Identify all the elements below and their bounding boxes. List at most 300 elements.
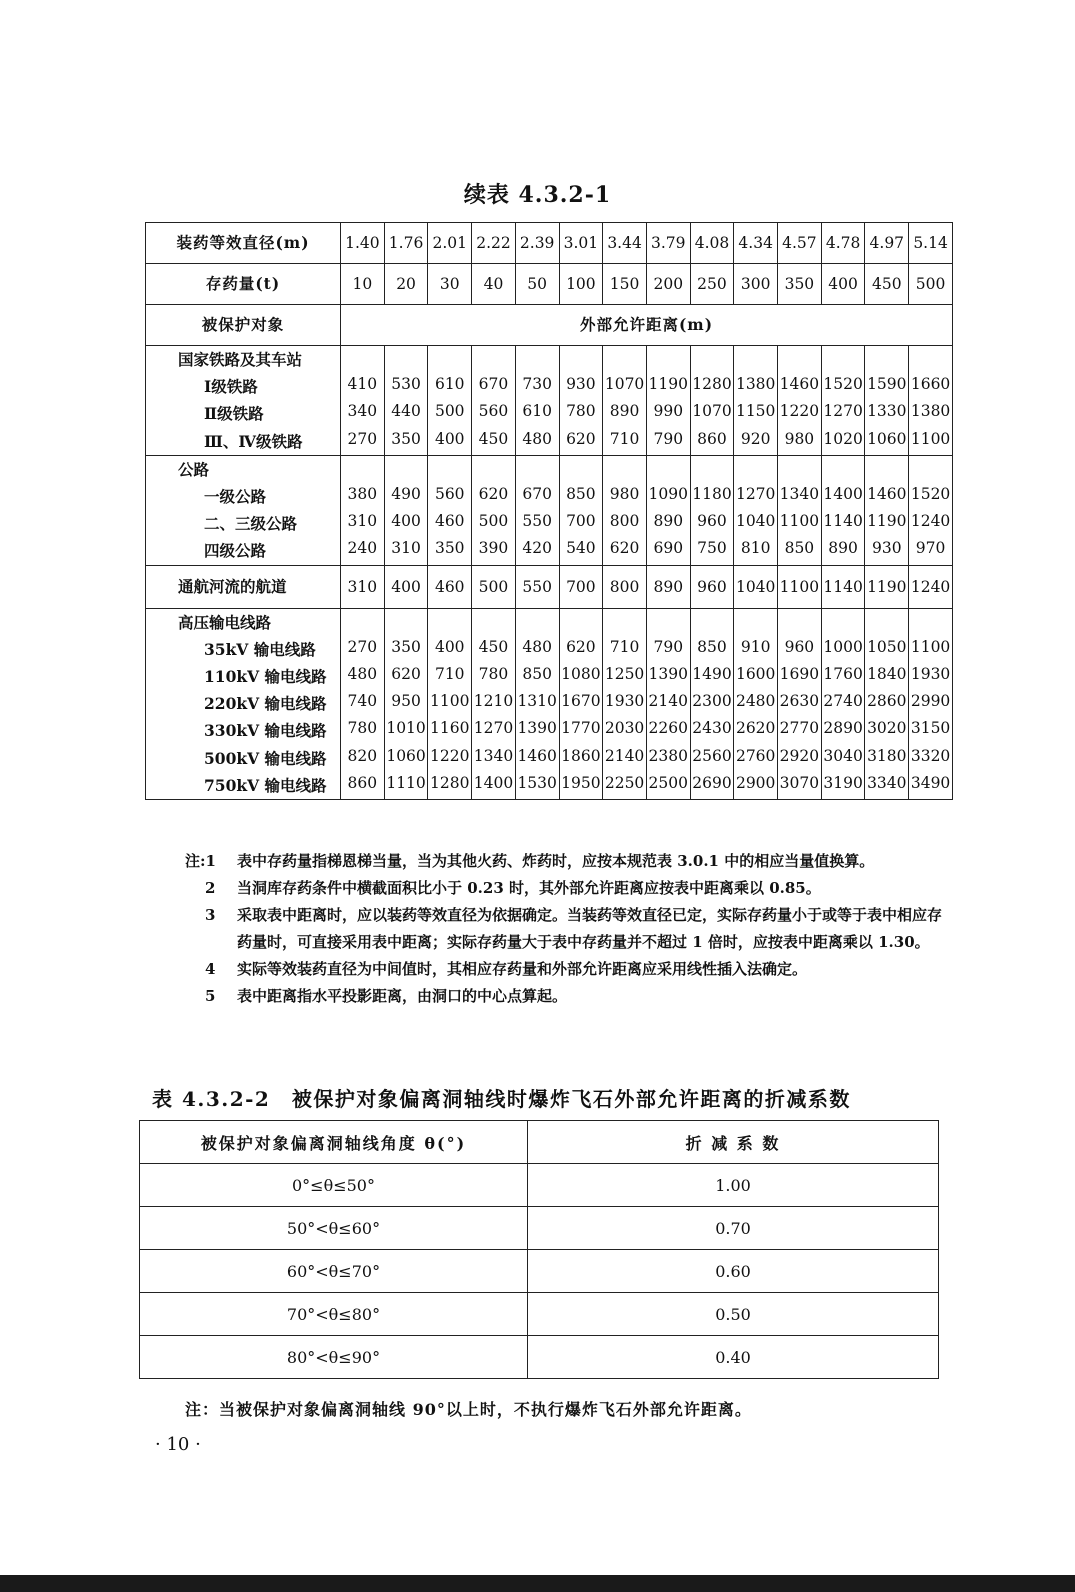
diameter-cell: 3.44 — [603, 223, 647, 264]
value-cell: 1180 — [692, 485, 732, 504]
value-cell: 400 — [391, 512, 421, 531]
group-row — [146, 565, 953, 608]
note-number: 5 — [205, 987, 216, 1005]
row-label: 四级公路 — [204, 541, 267, 561]
value-cell: 440 — [391, 402, 421, 421]
object-row — [146, 305, 953, 346]
value-cell: 1010 — [386, 719, 426, 738]
charge-cell: 450 — [865, 264, 909, 305]
value-cell: 1190 — [648, 375, 688, 394]
value-column — [384, 608, 428, 799]
value-cell: 980 — [784, 429, 815, 448]
table-row — [140, 1164, 939, 1207]
value-cell: 270 — [347, 429, 378, 448]
value-cell: 1220 — [779, 402, 820, 421]
distance-table — [145, 222, 953, 800]
value-cell: 1070 — [604, 375, 645, 394]
charge-cell: 20 — [384, 264, 428, 305]
value-column — [646, 346, 690, 456]
value-cell: 1390 — [517, 719, 557, 738]
group-label-cell — [146, 608, 341, 799]
value-cell: 1930 — [604, 692, 645, 711]
value-cell: 890 — [828, 539, 858, 558]
value-cell: 400 — [391, 577, 421, 596]
value-cell: 3070 — [779, 773, 820, 792]
value-cell: 1930 — [910, 665, 951, 684]
value-column — [603, 455, 647, 565]
angle-cell: 60°<θ≤70° — [140, 1250, 528, 1293]
value-cell: 1070 — [692, 402, 732, 421]
note-text: 表中距离指水平投影距离，由洞口的中心点算起。 — [237, 987, 568, 1005]
value-cell: 960 — [697, 577, 727, 596]
value-cell: 1050 — [867, 637, 907, 656]
factor-cell: 0.70 — [528, 1207, 939, 1250]
value-column — [646, 565, 690, 608]
charge-cell: 300 — [734, 264, 778, 305]
value-column — [428, 455, 472, 565]
charge-cell: 400 — [821, 264, 865, 305]
note-item — [185, 956, 955, 983]
value-column — [778, 346, 822, 456]
row-label: Ⅲ、Ⅳ级铁路 — [204, 431, 303, 451]
value-cell: 1100 — [910, 637, 951, 656]
value-cell: 2300 — [692, 692, 732, 711]
diameter-cell: 4.97 — [865, 223, 909, 264]
value-column — [428, 346, 472, 456]
value-column — [341, 346, 385, 456]
charge-cell: 350 — [778, 264, 822, 305]
value-cell: 1530 — [517, 773, 557, 792]
value-cell: 450 — [478, 637, 509, 656]
value-column — [559, 608, 603, 799]
value-cell: 1270 — [473, 719, 514, 738]
value-cell: 500 — [478, 577, 509, 596]
factor-cell: 0.50 — [528, 1293, 939, 1336]
row-label: 35kV 输电线路 — [204, 639, 316, 659]
value-column — [384, 565, 428, 608]
value-cell: 1380 — [735, 375, 776, 394]
value-cell: 620 — [566, 637, 596, 656]
value-cell: 390 — [478, 539, 509, 558]
value-cell: 730 — [522, 375, 552, 394]
group-label-cell — [146, 455, 341, 565]
value-cell: 530 — [391, 375, 421, 394]
value-cell: 1600 — [735, 665, 776, 684]
value-cell: 1950 — [561, 773, 601, 792]
value-cell: 1390 — [648, 665, 688, 684]
value-cell: 2770 — [779, 719, 820, 738]
note-text: 表中存药量指梯恩梯当量，当为其他火药、炸药时，应按本规范表 3.0.1 中的相应当量值换算。 — [237, 852, 875, 870]
value-column — [559, 346, 603, 456]
value-cell: 3150 — [910, 719, 951, 738]
charge-cell: 200 — [646, 264, 690, 305]
value-cell: 860 — [697, 429, 727, 448]
value-cell: 350 — [391, 637, 421, 656]
value-column — [341, 565, 385, 608]
value-cell: 450 — [478, 429, 509, 448]
value-cell: 310 — [347, 577, 378, 596]
row-label: 330kV 输电线路 — [204, 721, 327, 741]
value-cell: 3340 — [867, 773, 907, 792]
charge-label: 存药量(t) — [146, 264, 341, 305]
value-cell: 2140 — [648, 692, 688, 711]
value-cell: 480 — [347, 665, 378, 684]
value-cell: 550 — [522, 512, 552, 531]
value-column — [690, 608, 734, 799]
value-cell: 1520 — [823, 375, 863, 394]
value-cell: 2030 — [604, 719, 645, 738]
value-cell: 1460 — [779, 375, 820, 394]
value-cell: 3190 — [823, 773, 863, 792]
value-column — [778, 565, 822, 608]
note-number: 2 — [205, 879, 216, 897]
value-cell: 1400 — [473, 773, 514, 792]
value-cell: 1100 — [779, 512, 820, 531]
value-cell: 3320 — [910, 746, 951, 765]
value-cell: 890 — [653, 577, 684, 596]
table2-title: 表 4.3.2-2 被保护对象偏离洞轴线时爆炸飞石外部允许距离的折减系数 — [152, 1087, 851, 1111]
value-cell: 850 — [522, 665, 552, 684]
charge-cell: 30 — [428, 264, 472, 305]
value-column — [690, 455, 734, 565]
note-item — [185, 902, 955, 956]
value-cell: 1280 — [692, 375, 732, 394]
diameter-cell: 4.34 — [734, 223, 778, 264]
value-cell: 1770 — [561, 719, 601, 738]
value-cell: 850 — [784, 539, 815, 558]
value-cell: 500 — [434, 402, 465, 421]
note-number: 4 — [205, 960, 216, 978]
row-label: Ⅱ级铁路 — [204, 404, 264, 424]
value-cell: 620 — [478, 485, 509, 504]
note-number: 3 — [205, 906, 216, 924]
note-text: 实际等效装药直径为中间值时，其相应存药量和外部允许距离应采用线性插入法确定。 — [237, 960, 808, 978]
value-cell: 1310 — [517, 692, 557, 711]
charge-cell: 100 — [559, 264, 603, 305]
value-cell: 1240 — [910, 577, 951, 596]
value-column — [821, 608, 865, 799]
value-column — [909, 455, 953, 565]
value-column — [909, 608, 953, 799]
value-cell: 1270 — [823, 402, 863, 421]
value-cell: 710 — [609, 637, 640, 656]
value-cell: 1100 — [430, 692, 470, 711]
value-cell: 980 — [609, 485, 640, 504]
value-column — [865, 565, 909, 608]
value-cell: 920 — [740, 429, 771, 448]
group-name: 公路 — [178, 459, 210, 479]
group-label-cell — [146, 565, 341, 608]
value-cell: 780 — [347, 719, 378, 738]
value-cell: 270 — [347, 637, 378, 656]
diameter-cell: 4.78 — [821, 223, 865, 264]
value-cell: 560 — [478, 402, 509, 421]
value-cell: 850 — [566, 485, 596, 504]
value-cell: 1040 — [735, 512, 776, 531]
value-cell: 670 — [478, 375, 509, 394]
note-number: 注:1 — [185, 852, 216, 870]
table-row — [140, 1336, 939, 1379]
value-cell: 1690 — [779, 665, 820, 684]
diameter-cell: 1.40 — [341, 223, 385, 264]
value-cell: 1330 — [867, 402, 907, 421]
value-cell: 3180 — [867, 746, 907, 765]
row-label: 一级公路 — [204, 487, 267, 507]
diameter-cell: 3.01 — [559, 223, 603, 264]
value-cell: 710 — [609, 429, 640, 448]
value-cell: 780 — [478, 665, 509, 684]
value-column — [384, 455, 428, 565]
value-cell: 740 — [347, 692, 378, 711]
value-cell: 1090 — [648, 485, 688, 504]
value-cell: 1380 — [910, 402, 951, 421]
value-cell: 500 — [478, 512, 509, 531]
value-column — [428, 565, 472, 608]
value-cell: 2500 — [648, 773, 688, 792]
value-cell: 350 — [434, 539, 465, 558]
value-column — [559, 565, 603, 608]
value-cell: 750 — [697, 539, 727, 558]
value-cell: 2250 — [604, 773, 645, 792]
value-cell: 960 — [784, 637, 815, 656]
angle-cell: 0°≤θ≤50° — [140, 1164, 528, 1207]
value-cell: 3490 — [910, 773, 951, 792]
value-cell: 1760 — [823, 665, 863, 684]
value-cell: 2480 — [735, 692, 776, 711]
angle-header: 被保护对象偏离洞轴线角度 θ(°) — [140, 1121, 528, 1164]
value-cell: 1060 — [386, 746, 426, 765]
group-name: 通航河流的航道 — [178, 577, 287, 597]
value-cell: 460 — [434, 512, 465, 531]
row-label: 750kV 输电线路 — [204, 775, 327, 795]
value-cell: 2760 — [735, 746, 776, 765]
value-column — [821, 565, 865, 608]
reduction-factor-table — [139, 1120, 939, 1379]
factor-cell: 0.60 — [528, 1250, 939, 1293]
value-column — [778, 608, 822, 799]
table-row — [140, 1207, 939, 1250]
page-number: · 10 · — [155, 1434, 201, 1455]
diameter-cell: 4.08 — [690, 223, 734, 264]
value-cell: 850 — [697, 637, 727, 656]
value-cell: 380 — [347, 485, 378, 504]
note-text: 采取表中距离时，应以装药等效直径为依据确定。当装药等效直径已定，实际存药量小于或等于表中相应存药量时，可直接采用表中距离；实际存药量大于表中存药量并不超过 1 倍时，应按表中距离乘以 1.30。 — [237, 906, 943, 951]
value-column — [472, 455, 516, 565]
value-cell: 2740 — [823, 692, 863, 711]
value-column — [515, 565, 559, 608]
value-column — [821, 346, 865, 456]
value-column — [690, 346, 734, 456]
value-column — [384, 346, 428, 456]
angle-cell: 50°<θ≤60° — [140, 1207, 528, 1250]
value-cell: 310 — [347, 512, 378, 531]
value-cell: 700 — [566, 577, 596, 596]
value-column — [909, 346, 953, 456]
value-cell: 790 — [653, 429, 684, 448]
value-cell: 310 — [391, 539, 421, 558]
value-cell: 3020 — [867, 719, 907, 738]
value-cell: 1400 — [823, 485, 863, 504]
table-row — [140, 1293, 939, 1336]
diameter-cell: 2.22 — [472, 223, 516, 264]
value-cell: 1280 — [430, 773, 470, 792]
diameter-cell: 3.79 — [646, 223, 690, 264]
value-cell: 2690 — [692, 773, 732, 792]
diameter-cell: 2.39 — [515, 223, 559, 264]
group-name: 高压输电线路 — [178, 612, 272, 632]
value-column — [865, 346, 909, 456]
group-row — [146, 346, 953, 456]
charge-cell: 50 — [515, 264, 559, 305]
diameter-cell: 2.01 — [428, 223, 472, 264]
group-name: 国家铁路及其车站 — [178, 350, 303, 369]
value-cell: 620 — [391, 665, 421, 684]
factor-header: 折 减 系 数 — [528, 1121, 939, 1164]
value-column — [341, 455, 385, 565]
value-column — [472, 608, 516, 799]
value-column — [515, 346, 559, 456]
value-cell: 810 — [740, 539, 771, 558]
value-column — [341, 608, 385, 799]
value-column — [865, 455, 909, 565]
value-cell: 1150 — [735, 402, 776, 421]
value-cell: 350 — [391, 429, 421, 448]
value-cell: 1000 — [823, 637, 863, 656]
value-cell: 1140 — [823, 577, 863, 596]
value-cell: 700 — [566, 512, 596, 531]
value-column — [734, 608, 778, 799]
value-cell: 2620 — [735, 719, 776, 738]
value-column — [603, 346, 647, 456]
value-cell: 1460 — [867, 485, 907, 504]
value-cell: 1100 — [910, 429, 951, 448]
value-cell: 910 — [740, 637, 771, 656]
value-cell: 890 — [609, 402, 640, 421]
value-cell: 3040 — [823, 746, 863, 765]
value-column — [821, 455, 865, 565]
value-cell: 460 — [434, 577, 465, 596]
value-column — [778, 455, 822, 565]
diameter-row — [146, 223, 953, 264]
table-notes — [185, 848, 955, 1010]
value-column — [909, 565, 953, 608]
value-cell: 610 — [434, 375, 465, 394]
value-cell: 1140 — [823, 512, 863, 531]
value-cell: 800 — [609, 512, 640, 531]
charge-cell: 150 — [603, 264, 647, 305]
diameter-label: 装药等效直径(m) — [146, 223, 341, 264]
value-cell: 490 — [391, 485, 421, 504]
group-row — [146, 608, 953, 799]
note-text: 当洞库存药条件中横截面积比小于 0.23 时，其外部允许距离应按表中距离乘以 0.85。 — [237, 879, 821, 897]
value-cell: 620 — [566, 429, 596, 448]
page-title: 续表 4.3.2-1 — [463, 182, 612, 208]
value-cell: 1670 — [561, 692, 601, 711]
value-column — [734, 455, 778, 565]
value-column — [734, 346, 778, 456]
value-cell: 2900 — [735, 773, 776, 792]
value-cell: 1190 — [867, 577, 907, 596]
charge-row — [146, 264, 953, 305]
value-column — [865, 608, 909, 799]
value-cell: 550 — [522, 577, 552, 596]
value-cell: 1100 — [779, 577, 820, 596]
charge-cell: 10 — [341, 264, 385, 305]
value-cell: 2430 — [692, 719, 732, 738]
value-cell: 2890 — [823, 719, 863, 738]
value-cell: 1490 — [692, 665, 732, 684]
value-cell: 480 — [522, 429, 552, 448]
value-cell: 1040 — [735, 577, 776, 596]
value-cell: 860 — [347, 773, 378, 792]
value-cell: 970 — [915, 539, 946, 558]
table-row — [140, 1250, 939, 1293]
value-column — [515, 455, 559, 565]
value-cell: 2560 — [692, 746, 732, 765]
value-cell: 340 — [347, 402, 378, 421]
value-column — [603, 565, 647, 608]
value-cell: 1160 — [430, 719, 470, 738]
value-cell: 1340 — [779, 485, 820, 504]
object-label: 被保护对象 — [146, 305, 341, 346]
value-column — [472, 346, 516, 456]
group-row — [146, 455, 953, 565]
value-cell: 480 — [522, 637, 552, 656]
value-column — [428, 608, 472, 799]
value-cell: 560 — [434, 485, 465, 504]
value-column — [646, 608, 690, 799]
value-cell: 960 — [697, 512, 727, 531]
value-cell: 1250 — [604, 665, 645, 684]
value-cell: 2260 — [648, 719, 688, 738]
distance-label: 外部允许距离(m) — [341, 305, 953, 346]
value-cell: 2140 — [604, 746, 645, 765]
value-cell: 1060 — [867, 429, 907, 448]
table2-note: 注：当被保护对象偏离洞轴线 90°以上时，不执行爆炸飞石外部允许距离。 — [185, 1400, 752, 1419]
diameter-cell: 5.14 — [909, 223, 953, 264]
value-cell: 790 — [653, 637, 684, 656]
charge-cell: 40 — [472, 264, 516, 305]
value-column — [559, 455, 603, 565]
value-cell: 780 — [566, 402, 596, 421]
value-cell: 620 — [609, 539, 640, 558]
value-cell: 710 — [434, 665, 465, 684]
value-cell: 610 — [522, 402, 552, 421]
value-cell: 820 — [347, 746, 378, 765]
value-column — [690, 565, 734, 608]
value-cell: 1190 — [867, 512, 907, 531]
value-cell: 690 — [653, 539, 684, 558]
factor-cell: 1.00 — [528, 1164, 939, 1207]
value-cell: 2860 — [867, 692, 907, 711]
value-cell: 1110 — [386, 773, 426, 792]
value-cell: 1840 — [867, 665, 907, 684]
scan-edge-bar — [0, 1575, 1075, 1592]
value-cell: 2380 — [648, 746, 688, 765]
value-cell: 410 — [347, 375, 378, 394]
table-header-row — [140, 1121, 939, 1164]
value-cell: 400 — [434, 637, 465, 656]
diameter-cell: 4.57 — [778, 223, 822, 264]
value-cell: 1520 — [910, 485, 951, 504]
row-label: 二、三级公路 — [204, 514, 298, 534]
value-cell: 1460 — [517, 746, 557, 765]
factor-cell: 0.40 — [528, 1336, 939, 1379]
row-label: 110kV 输电线路 — [204, 667, 327, 687]
diameter-cell: 1.76 — [384, 223, 428, 264]
note-item — [185, 983, 955, 1010]
value-cell: 1210 — [473, 692, 514, 711]
